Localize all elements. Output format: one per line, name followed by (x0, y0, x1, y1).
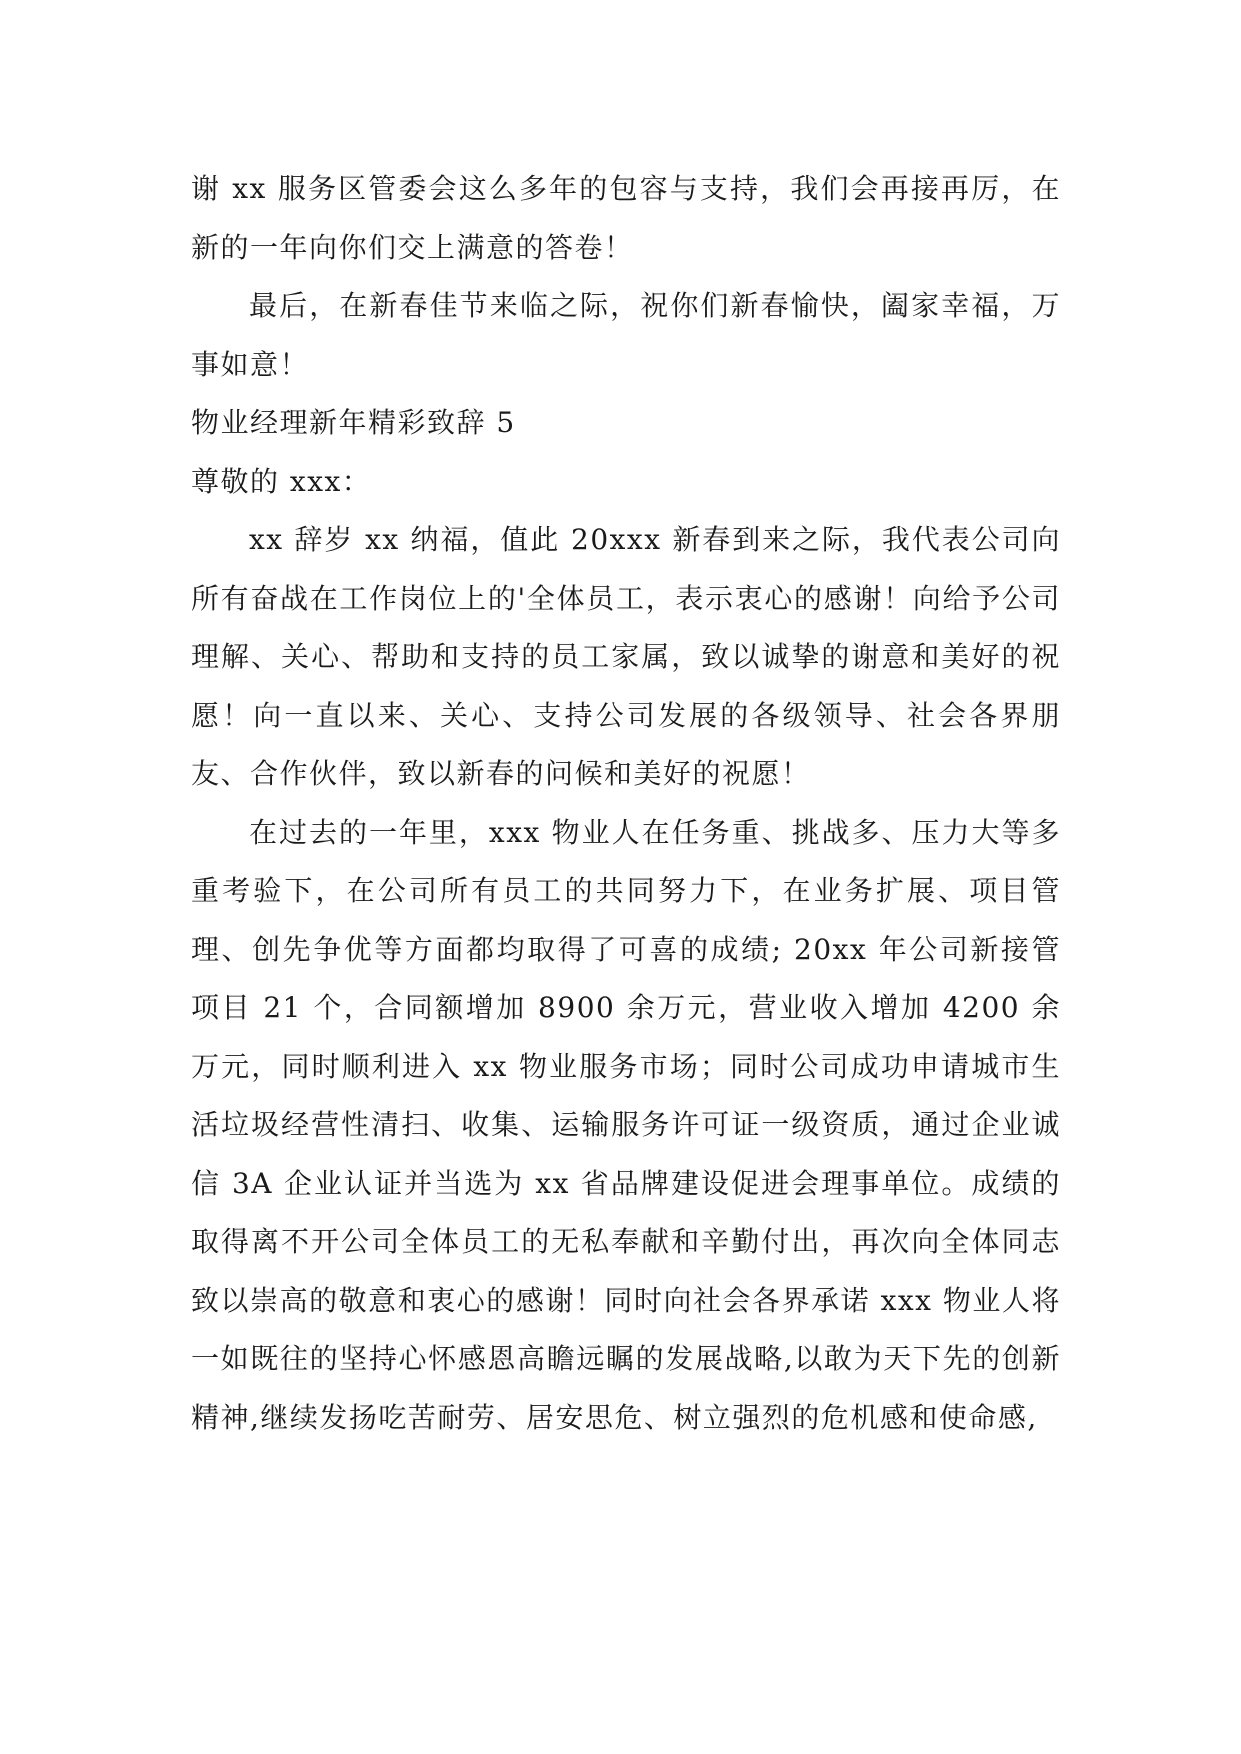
section-heading: 物业经理新年精彩致辞 5 (191, 406, 516, 439)
paragraph-achievements: 在过去的一年里，xxx 物业人在任务重、挑战多、压力大等多重考验下，在公司所有员工的共同努力下，在业务扩展、项目管理、创先争优等方面都均取得了可喜的成绩; 20xx 年公司新接管项目 21 个，合同额增加 8900 余万元，营业收入增加 4200 余万元，同时顺利进入 xx 物业服务市场；同时公司成功申请城市生活垃圾经营性清扫、收集、运输服务许可证一级资质，通过企业诚信 3A 企业认证并当选为 xx 省品牌建设促进会理事单位。成绩的取得离不开公司全体员工的无私奉献和辛勤付出，再次向全体同志致以崇高的敬意和衷心的感谢！同时向社会各界承诺 xxx 物业人将一如既往的坚持心怀感恩高瞻远瞩的发展战略,以敢为天下先的创新精神,继续发扬吃苦耐劳、居安思危、树立强烈的危机感和使命感, (191, 815, 1061, 1434)
document-body (191, 160, 1061, 1447)
paragraph-new-year-wishes: 最后，在新春佳节来临之际，祝你们新春愉快，阖家幸福，万事如意！ (191, 289, 1061, 381)
salutation: 尊敬的 xxx： (191, 464, 372, 498)
paragraph-closing-thanks: 谢 xx 服务区管委会这么多年的包容与支持，我们会再接再厉，在新的一年向你们交上满意的答卷！ (191, 172, 1061, 264)
paragraph-greeting: xx 辞岁 xx 纳福，值此 20xxx 新春到来之际，我代表公司向所有奋战在工作岗位上的'全体员工，表示衷心的感谢！向给予公司理解、关心、帮助和支持的员工家属，致以诚挚的谢意和美好的祝愿！向一直以来、关心、支持公司发展的各级领导、社会各界朋友、合作伙伴，致以新春的问候和美好的祝愿！ (191, 523, 1061, 790)
